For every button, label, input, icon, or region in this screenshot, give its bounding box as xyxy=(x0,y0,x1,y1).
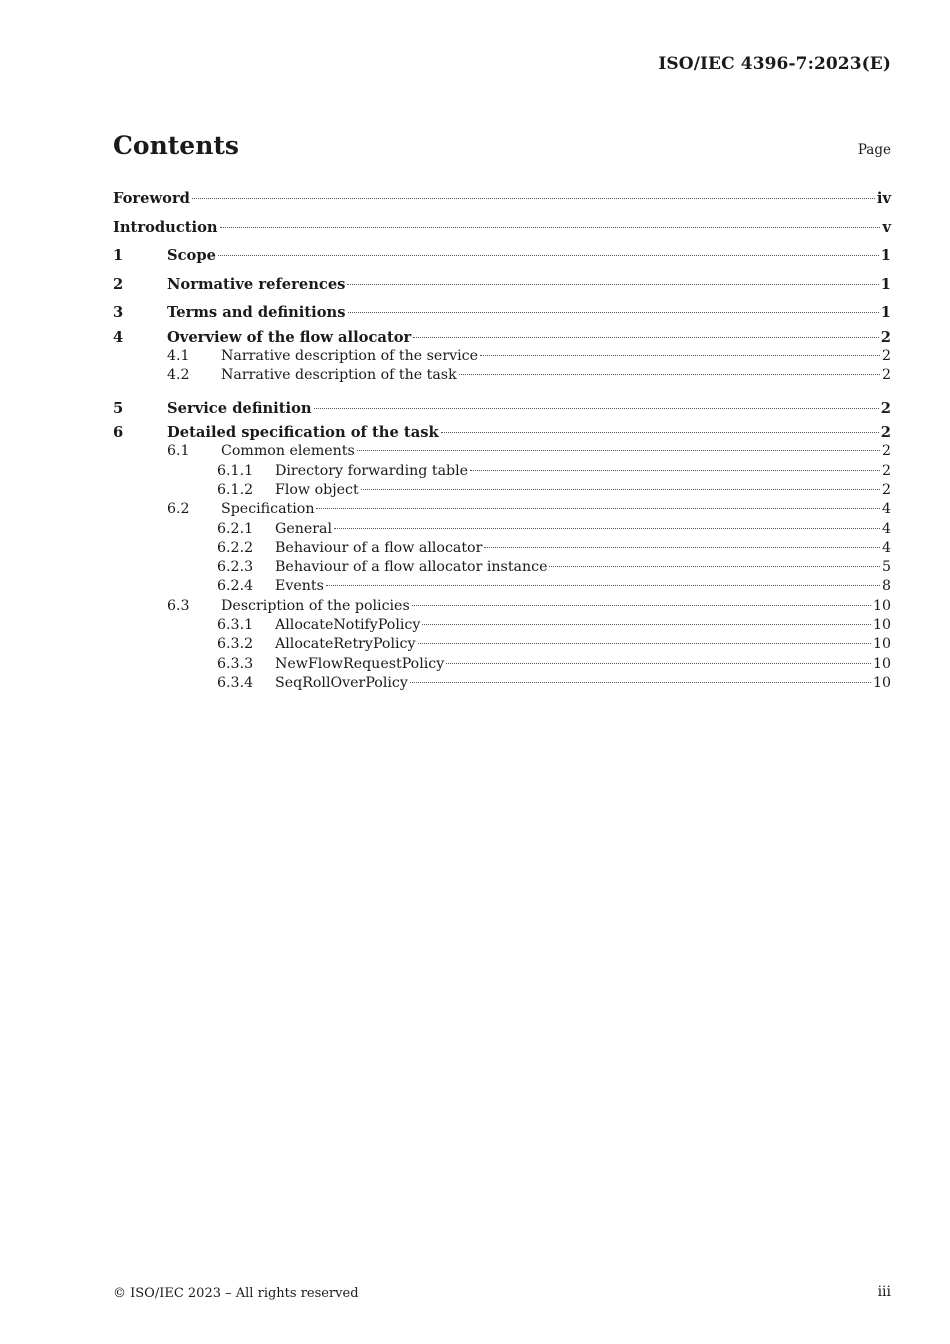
toc-entry-title: General xyxy=(275,520,333,537)
toc-entry-number: 4.1 xyxy=(167,347,190,364)
dot-leader xyxy=(459,374,880,375)
toc-entry-page: iv xyxy=(876,190,891,207)
toc-entry-title: Introduction xyxy=(113,218,218,236)
toc-entry[interactable] xyxy=(113,597,891,616)
toc-entry-title: SeqRollOverPolicy xyxy=(275,674,408,691)
dot-leader xyxy=(218,255,879,256)
toc-entry[interactable] xyxy=(113,442,891,461)
dot-leader xyxy=(484,547,880,548)
toc-entry-title: Foreword xyxy=(113,190,190,207)
dot-leader xyxy=(316,508,880,509)
toc-entry-page: 1 xyxy=(880,247,891,264)
dot-leader xyxy=(441,432,879,433)
toc-entry-number: 5 xyxy=(113,399,124,417)
toc-entry-title: Behaviour of a flow allocator instance xyxy=(275,559,548,576)
toc-entry-number: 6.3.1 xyxy=(217,617,254,634)
dot-leader xyxy=(470,470,880,471)
toc-entry-page: 2 xyxy=(881,347,891,364)
toc-entry-title: Service definition xyxy=(167,399,312,417)
toc-entry-title: Description of the policies xyxy=(221,597,410,614)
toc-entry-number: 1 xyxy=(113,247,124,264)
toc-entry-title: Specification xyxy=(221,501,315,518)
toc-entry[interactable] xyxy=(113,242,891,271)
toc-entry-number: 6.3.2 xyxy=(217,636,254,653)
toc-entry-title: AllocateNotifyPolicy xyxy=(275,617,421,634)
toc-entry-title: Behaviour of a flow allocator xyxy=(275,539,483,556)
toc-entry-title: Overview of the flow allocator xyxy=(167,328,412,346)
toc-entry-page: 5 xyxy=(881,559,891,576)
dot-leader xyxy=(446,663,871,664)
toc-entry-title: Normative references xyxy=(167,275,346,293)
toc-entry[interactable] xyxy=(113,577,891,596)
toc-entry-page: 4 xyxy=(881,501,891,518)
toc-entry[interactable] xyxy=(113,520,891,539)
toc-entry[interactable] xyxy=(113,481,891,500)
toc-entry[interactable] xyxy=(113,328,891,347)
toc-entry[interactable] xyxy=(113,347,891,366)
toc-entry[interactable] xyxy=(113,366,891,385)
toc-entry-page: 10 xyxy=(872,655,891,672)
toc-entry-number: 6.2 xyxy=(167,501,190,518)
dot-leader xyxy=(410,682,871,683)
table-of-contents xyxy=(113,185,891,693)
toc-entry-page: 2 xyxy=(881,481,891,498)
dot-leader xyxy=(480,355,880,356)
toc-entry-page: 10 xyxy=(872,636,891,653)
toc-entry-title: AllocateRetryPolicy xyxy=(275,636,416,653)
toc-entry-page: 10 xyxy=(872,674,891,691)
toc-entry-title: Events xyxy=(275,578,324,595)
page-number: iii xyxy=(877,1284,891,1300)
toc-entry-number: 3 xyxy=(113,304,124,321)
dot-leader xyxy=(326,585,880,586)
toc-entry-number: 6.2.1 xyxy=(217,520,254,537)
toc-entry[interactable] xyxy=(113,558,891,577)
toc-entry-page: 2 xyxy=(880,328,891,346)
dot-leader xyxy=(361,489,880,490)
toc-entry[interactable] xyxy=(113,500,891,519)
toc-entry-page: 2 xyxy=(881,367,891,384)
toc-entry[interactable] xyxy=(113,616,891,635)
dot-leader xyxy=(347,284,878,285)
toc-entry-page: 2 xyxy=(880,399,891,417)
toc-entry[interactable] xyxy=(113,539,891,558)
toc-entry-number: 4.2 xyxy=(167,367,190,384)
page-column-label: Page xyxy=(857,142,891,158)
toc-entry[interactable] xyxy=(113,674,891,693)
dot-leader xyxy=(549,566,879,567)
toc-entry-number: 6.1.2 xyxy=(217,481,254,498)
toc-entry[interactable] xyxy=(113,299,891,328)
toc-entry-page: 2 xyxy=(880,424,891,442)
toc-entry-number: 4 xyxy=(113,328,124,346)
toc-entry[interactable] xyxy=(113,185,891,214)
toc-entry-number: 6.2.4 xyxy=(217,578,254,595)
dot-leader xyxy=(412,605,871,606)
toc-entry-title: Scope xyxy=(167,247,216,264)
toc-entry[interactable] xyxy=(113,395,891,424)
toc-entry-page: 1 xyxy=(880,275,891,293)
toc-entry-number: 6.3.3 xyxy=(217,655,254,672)
toc-entry-number: 6.1.1 xyxy=(217,462,254,479)
toc-entry-page: v xyxy=(882,218,891,236)
toc-entry[interactable] xyxy=(113,462,891,481)
toc-entry-page: 8 xyxy=(881,578,891,595)
toc-entry-title: Terms and definitions xyxy=(167,304,346,321)
toc-entry[interactable] xyxy=(113,423,891,442)
toc-entry-title: Directory forwarding table xyxy=(275,462,469,479)
copyright-notice: © ISO/IEC 2023 – All rights reserved xyxy=(113,1286,359,1301)
toc-entry-number: 6.3.4 xyxy=(217,674,254,691)
dot-leader xyxy=(334,528,880,529)
dot-leader xyxy=(348,312,879,313)
document-id: ISO/IEC 4396-7:2023(E) xyxy=(658,54,891,74)
page-title: Contents xyxy=(113,131,240,160)
toc-entry-page: 2 xyxy=(881,462,891,479)
dot-leader xyxy=(413,337,879,338)
toc-entry-number: 6.2.2 xyxy=(217,539,254,556)
toc-entry[interactable] xyxy=(113,214,891,243)
toc-entry-title: Flow object xyxy=(275,481,359,498)
toc-entry-page: 1 xyxy=(880,304,891,321)
dot-leader xyxy=(220,227,881,228)
toc-entry-title: Narrative description of the task xyxy=(221,367,457,384)
toc-entry-page: 4 xyxy=(881,520,891,537)
toc-entry-number: 6.2.3 xyxy=(217,559,254,576)
toc-entry-page: 10 xyxy=(872,597,891,614)
toc-entry-page: 2 xyxy=(881,443,891,460)
toc-entry-page: 10 xyxy=(872,617,891,634)
toc-entry-title: NewFlowRequestPolicy xyxy=(275,655,445,672)
toc-entry[interactable] xyxy=(113,635,891,654)
dot-leader xyxy=(314,408,879,409)
toc-entry-title: Narrative description of the service xyxy=(221,347,478,364)
toc-entry-number: 6.1 xyxy=(167,443,190,460)
toc-entry-number: 2 xyxy=(113,275,124,293)
dot-leader xyxy=(422,624,871,625)
dot-leader xyxy=(418,643,871,644)
dot-leader xyxy=(357,450,880,451)
toc-entry-page: 4 xyxy=(881,539,891,556)
toc-entry-title: Detailed specification of the task xyxy=(167,424,439,442)
toc-entry-title: Common elements xyxy=(221,443,355,460)
toc-entry[interactable] xyxy=(113,271,891,300)
toc-entry[interactable] xyxy=(113,655,891,674)
dot-leader xyxy=(192,198,875,199)
toc-entry-number: 6.3 xyxy=(167,597,190,614)
toc-entry-number: 6 xyxy=(113,424,124,442)
